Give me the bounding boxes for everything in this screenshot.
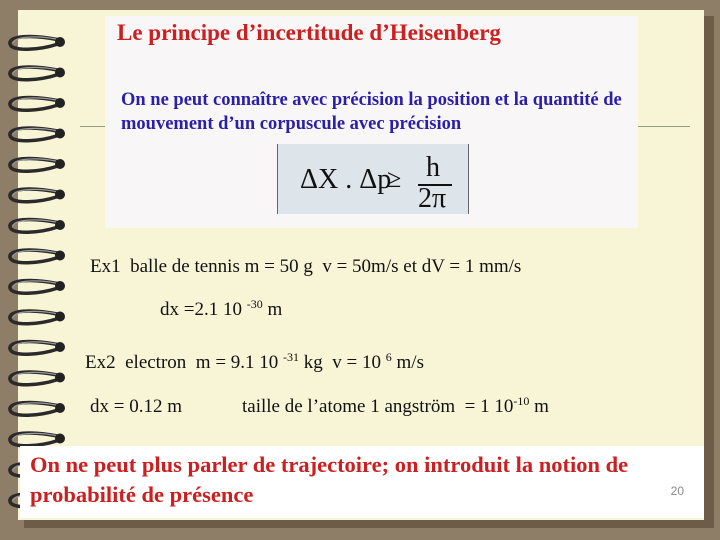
binding-ring <box>10 37 65 50</box>
binding-ring <box>10 159 65 172</box>
binding-ring <box>10 250 65 263</box>
conclusion-text: On ne peut plus parler de trajectoire; on introduit la notion de probabilité de présence <box>30 452 629 507</box>
example-1: Ex1 balle de tennis m = 50 g v = 50m/s et dV = 1 mm/s <box>90 256 522 277</box>
slide-number: 20 <box>670 484 684 498</box>
divider-left <box>80 126 105 127</box>
page-shadow-right <box>704 16 714 524</box>
binding-ring <box>10 128 65 141</box>
intro-text: On ne peut connaître avec précision la position et la quantité de mouvement d’un corpuscule avec précision <box>121 90 622 134</box>
atom-size: taille de l’atome 1 angström = 1 $10^{-10}$ m <box>242 393 549 417</box>
formula-denominator: 2π <box>418 183 447 214</box>
binding-ring <box>10 403 65 416</box>
binding-ring <box>10 433 65 446</box>
example-1-result: dx =2.1 10 $^{-30}$ m <box>160 296 283 320</box>
binding-ring <box>10 220 65 233</box>
example-2-result: dx = 0.12 m <box>90 396 182 417</box>
binding-ring <box>10 98 65 111</box>
uncertainty-formula <box>277 144 469 214</box>
binding-ring <box>10 311 65 324</box>
binding-ring <box>10 372 65 385</box>
formula-lhs: ΔX . Δp <box>300 164 392 195</box>
formula-relation: ≥ <box>387 164 402 193</box>
conclusion-box <box>20 446 704 518</box>
binding-ring <box>10 342 65 355</box>
formula-numerator: h <box>426 152 440 183</box>
binding-ring <box>10 67 65 80</box>
slide-title: Le principe d’incertitude d’Heisenberg <box>117 20 501 45</box>
page-shadow-bottom <box>24 520 714 528</box>
binding-ring <box>10 281 65 294</box>
divider-right <box>638 126 690 127</box>
binding-ring <box>10 189 65 202</box>
example-2: Ex2 electron m = 9.1 10 $^{-31}$ kg v = 10 $^6$ m/s <box>85 349 424 373</box>
header-panel <box>105 16 638 228</box>
